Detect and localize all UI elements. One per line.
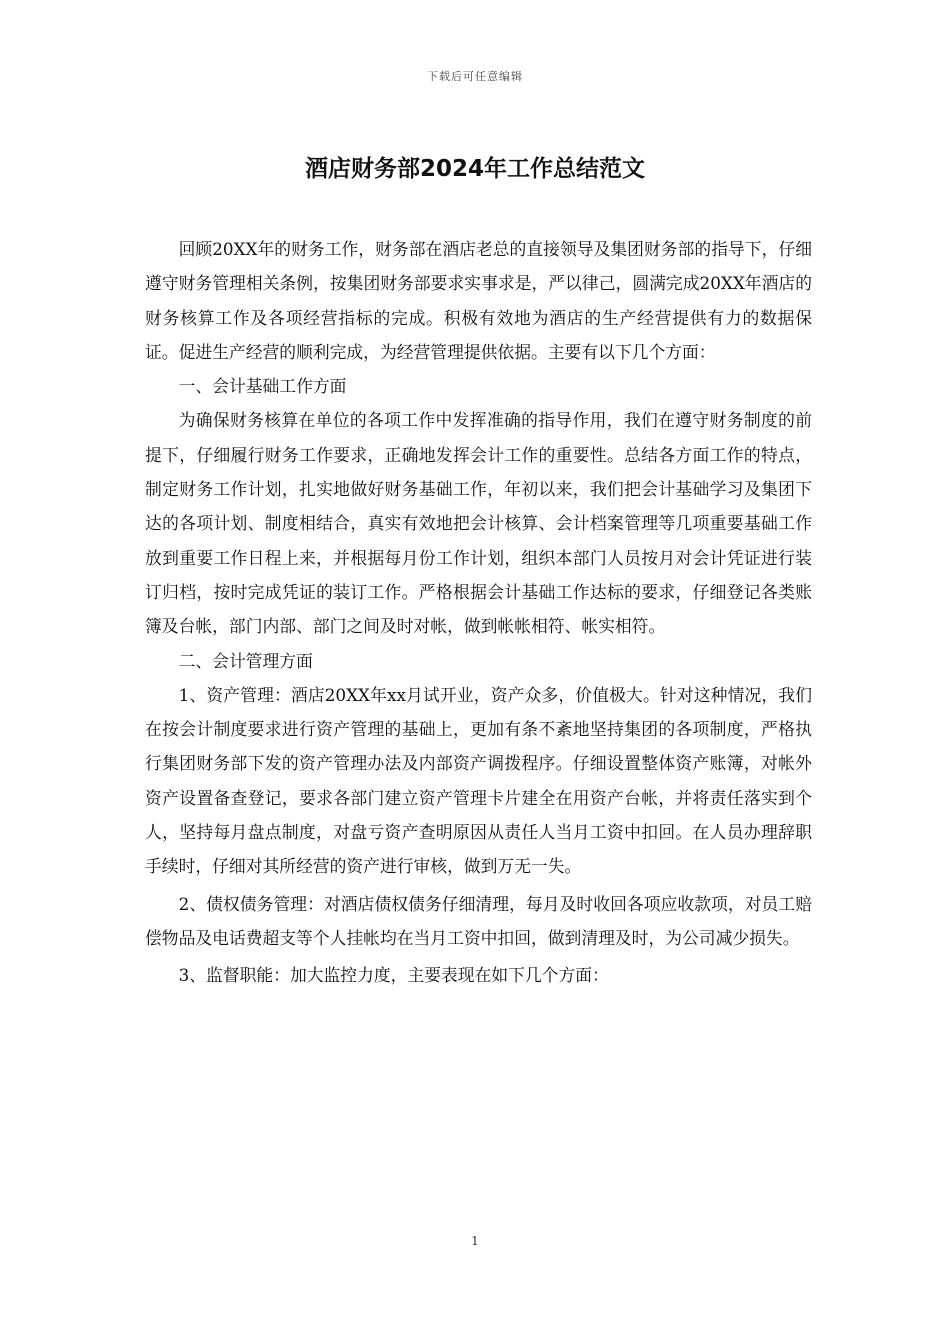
document-title: 酒店财务部2024年工作总结范文: [304, 156, 645, 182]
paragraph-intro: 回顾20XX年的财务工作，财务部在酒店老总的直接领导及集团财务部的指导下，仔细遵守财务管理相关条例，按集团财务部要求实事求是，严以律己，圆满完成20XX年酒店的财务核算工作及各项经营指标的完成。积极有效地为酒店的生产经营提供有力的数据保证。促进生产经营的顺利完成，为经营管理提供依据。主要有以下几个方面：: [145, 239, 812, 362]
paragraph-asset-management: 1、资产管理：酒店20XX年xx月试开业，资产众多，价值极大。针对这种情况，我们在按会计制度要求进行资产管理的基础上，更加有条不紊地坚持集团的各项制度，严格执行集团财务部下发的资产管理办法及内部资产调拨程序。仔细设置整体资产账簿，对帐外资产设置备查登记，要求各部门建立资产管理卡片建全在用资产台帐，并将责任落实到个人，坚持每月盘点制度，对盘亏资产查明原因从责任人当月工资中扣回。在人员办理辞职手续时，仔细对其所经营的资产进行审核，做到万无一失。: [145, 684, 812, 877]
page-number: 1: [471, 1234, 479, 1248]
header-note: 下载后可任意编辑: [427, 70, 523, 83]
paragraph-debt-management: 2、债权债务管理：对酒店债权债务仔细清理，每月及时收回各项应收款项，对员工赔偿物品及电话费超支等个人挂帐均在当月工资中扣回，做到清理及时，为公司减少损失。: [145, 893, 812, 948]
section-heading-accounting-basics: 一、会计基础工作方面: [178, 376, 347, 397]
paragraph-accounting-basics: 为确保财务核算在单位的各项工作中发挥准确的指导作用，我们在遵守财务制度的前提下，仔细履行财务工作要求，正确地发挥会计工作的重要性。总结各方面工作的特点，制定财务工作计划，扎实地做好财务基础工作，年初以来，我们把会计基础学习及集团下达的各项计划、制度相结合，真实有效地把会计核算、会计档案管理等几项重要基础工作放到重要工作日程上来，并根据每月份工作计划，组织本部门人员按月对会计凭证进行装订归档，按时完成凭证的装订工作。严格根据会计基础工作达标的要求，仔细登记各类账簿及台帐，部门内部、部门之间及时对帐，做到帐帐相符、帐实相符。: [145, 410, 812, 637]
paragraph-supervision: 3、监督职能：加大监控力度，主要表现在如下几个方面：: [178, 965, 609, 986]
document-body: [145, 232, 812, 993]
section-heading-accounting-management: 二、会计管理方面: [178, 650, 313, 671]
